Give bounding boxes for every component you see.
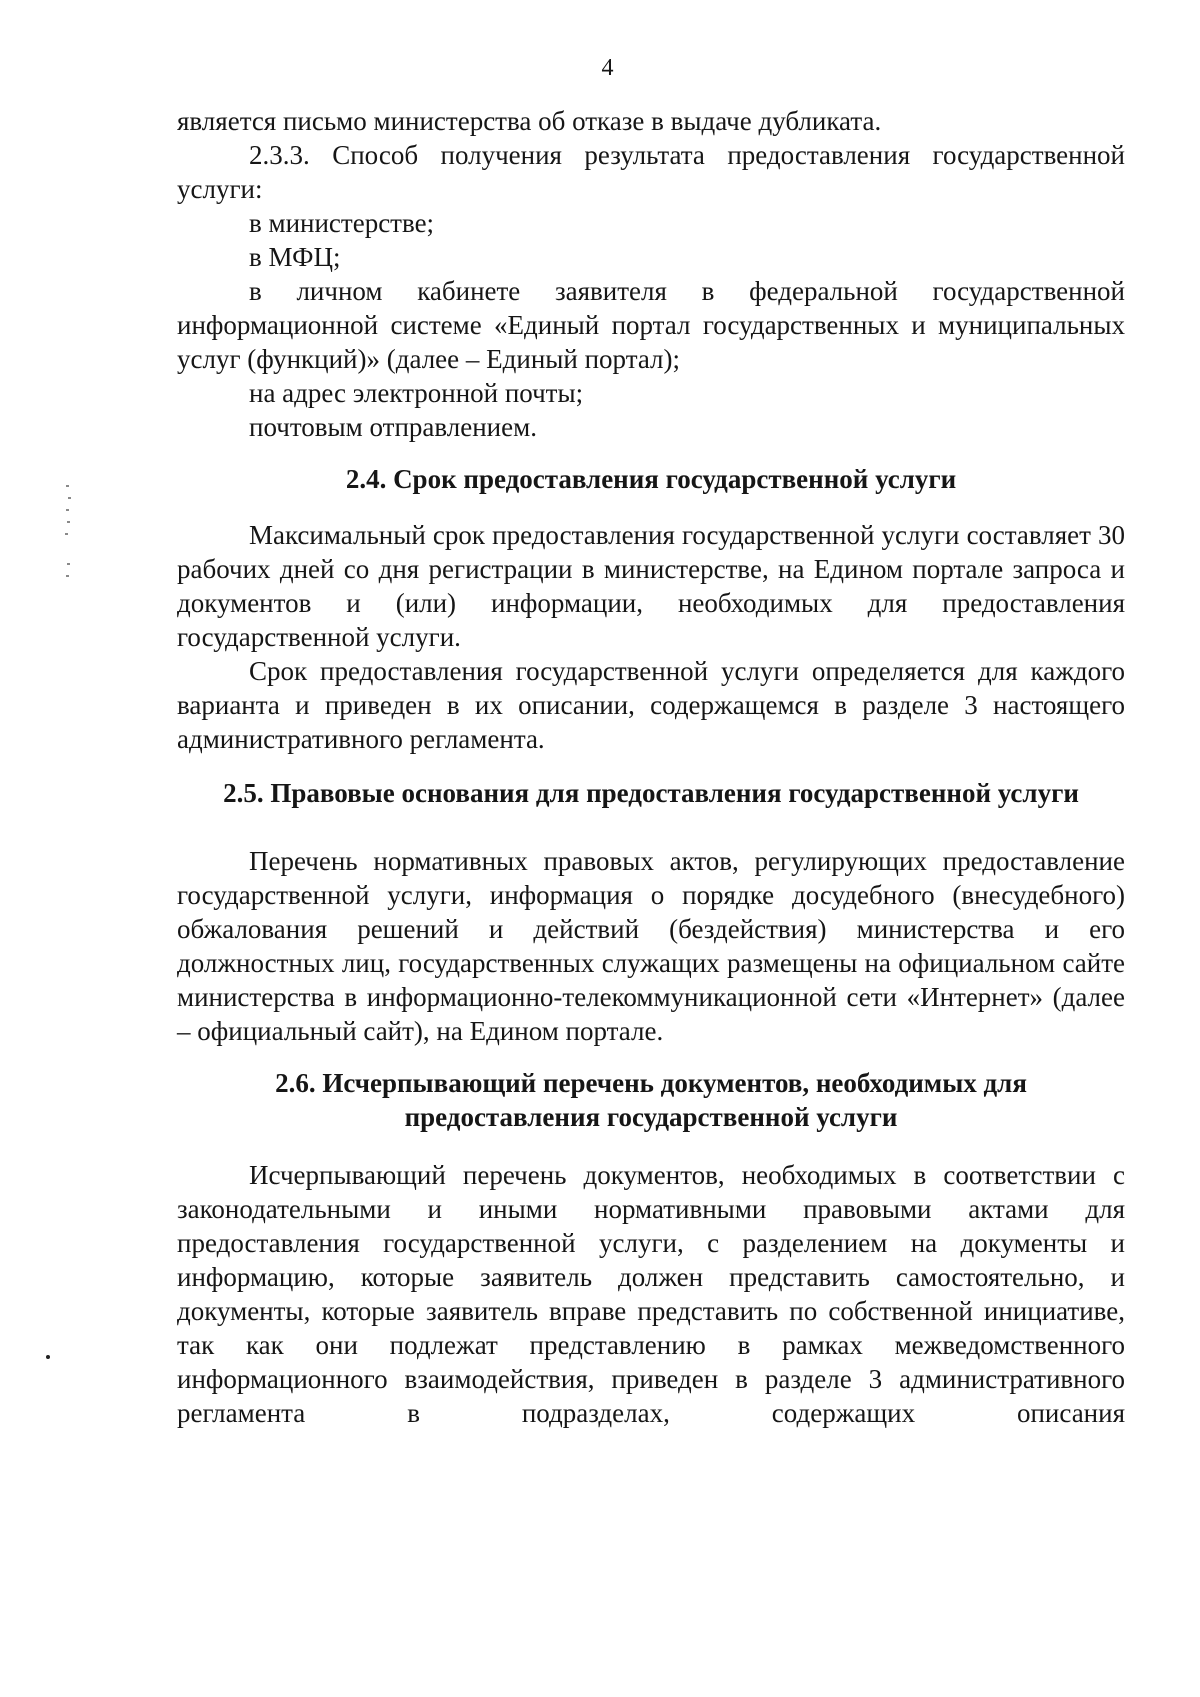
list-item-post: почтовым отправлением. <box>249 412 537 442</box>
page-number: 4 <box>601 55 614 81</box>
section-2-3-3-paragraph: 2.3.3. Способ получения результата предоставления государственной услуги: <box>177 140 1125 204</box>
text-block-top <box>177 104 1125 444</box>
section-2-4-heading: 2.4. Срок предоставления государственной услуги <box>345 464 957 494</box>
section-2-5-heading: 2.5. Правовые основания для предоставления государственной услуги <box>223 778 1079 808</box>
scan-speck <box>67 521 70 523</box>
scan-speck <box>66 485 69 487</box>
section-2-6-heading-line-2: предоставления государственной услуги <box>404 1102 898 1132</box>
section-2-6-body <box>177 1158 1125 1430</box>
intro-line: является письмо министерства об отказе в выдаче дубликата. <box>177 106 882 136</box>
scan-speck <box>66 575 69 577</box>
section-2-5-body <box>177 844 1125 1048</box>
section-2-5-paragraph: Перечень нормативных правовых актов, регулирующих предоставление государственной услуги, информация о порядке досудебного (внесудебного) обжалования решений и действий (бездействия) министерства и его должностных лиц, государственных служащих размещены на официальном сайте министерства в информационно-телекоммуникационной сети «Интернет» (далее – официальный сайт), на Едином портале. <box>177 846 1125 1046</box>
section-2-4 <box>177 462 1125 496</box>
section-2-4-body <box>177 518 1125 756</box>
list-item-portal: в личном кабинете заявителя в федеральной государственной информационной системе «Единый портал государственных и муниципальных услуг (функций)» (далее – Единый портал); <box>177 276 1125 374</box>
section-2-5 <box>177 776 1125 810</box>
list-item-mfc: в МФЦ; <box>249 242 341 272</box>
scan-speck <box>65 533 68 535</box>
section-2-6 <box>177 1066 1125 1134</box>
section-2-4-paragraph-1: Максимальный срок предоставления государственной услуги составляет 30 рабочих дней со дня регистрации в министерстве, на Едином портале запроса и документов и (или) информации, необходимых для предоставления государственной услуги. <box>177 520 1125 652</box>
section-2-4-paragraph-2: Срок предоставления государственной услуги определяется для каждого варианта и приведен в их описании, содержащемся в разделе 3 настоящего административного регламента. <box>177 656 1125 754</box>
scan-speck <box>46 1355 50 1359</box>
section-2-6-heading-line-1: 2.6. Исчерпывающий перечень документов, необходимых для <box>275 1068 1027 1098</box>
list-item-email: на адрес электронной почты; <box>249 378 584 408</box>
list-item-ministry: в министерстве; <box>249 208 435 238</box>
scan-speck <box>66 509 69 511</box>
scan-speck <box>68 497 71 499</box>
scan-speck <box>67 563 70 565</box>
section-2-6-paragraph: Исчерпывающий перечень документов, необходимых в соответствии с законодательными и иными нормативными правовыми актами для предоставления государственной услуги, с разделением на документы и информацию, которые заявитель должен представить самостоятельно, и документы, которые заявитель вправе представить по собственной инициативе, так как они подлежат представлению в рамках межведомственного информационного взаимодействия, приведен в разделе 3 административного регламента в подразделах, содержащих описания <box>177 1160 1125 1428</box>
